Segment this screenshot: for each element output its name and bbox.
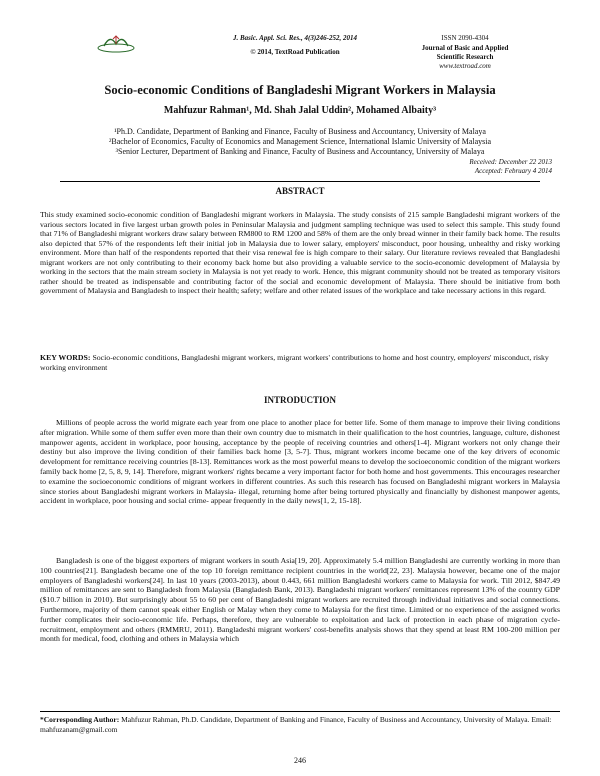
accepted-date: Accepted: February 4 2014 xyxy=(474,167,552,175)
abstract-heading: ABSTRACT xyxy=(275,186,325,196)
intro-paragraph-1: Millions of people across the world migrate each year from one place to another place for better life. Some of them manage to improve their living conditions after migration. While some of them suffer even more than their own country due to mismatch in their qualification to the host countries, language, culture, dishonest manpower agents, accident in workplace, poor housing, acceptance by the people of receiving countries and others[1-4]. Migrant workers not only change their destiny but also improve the living condition of their families back home [3, 5-7]. Thus, migrant workers income became one of the key drivers of economic development for remittance receiving countries [8-13]. Remittances work as the most powerful means to develop the socioeconomic condition of the migrant workers family back home [2, 5, 8, 9, 14]. Therefore, migrant workers' rights became a very important factor for both home and host governments. This encourages researcher to examine the socioeconomic conditions of migrant workers in different countries. As such this research has focused on Bangladeshi migrant workers in Malaysia since stories about Bangladeshi migrant workers in Malaysia- illegal, returning home after being tortured physically and financially by dishonest manpower agents, accident in workplace, poor housing and social crime- appear frequently in the daily news[1, 2, 15-18]. xyxy=(40,418,560,506)
keywords-block xyxy=(40,353,560,372)
received-date: Received: December 22 2013 xyxy=(469,158,552,166)
copyright-line: © 2014, TextRoad Publication xyxy=(250,48,340,56)
issn: ISSN 2090-4304 xyxy=(441,34,489,42)
abstract-rule-top xyxy=(60,181,540,182)
keywords-label: KEY WORDS: xyxy=(40,353,91,362)
publisher-logo xyxy=(96,30,136,56)
journal-website[interactable]: www.textroad.com xyxy=(439,62,491,70)
journal-name-line2: Scientific Research xyxy=(436,53,494,61)
footnote-rule xyxy=(40,711,560,712)
affiliation-1: ¹Ph.D. Candidate, Department of Banking and Finance, Faculty of Business and Accountancy, University of Malaya xyxy=(114,127,486,136)
corresponding-author-note xyxy=(40,715,560,734)
intro-paragraph-2: Bangladesh is one of the biggest exporters of migrant workers in south Asia[19, 20]. Approximately 5.4 million Bangladeshi are currently working in more than 100 countries[21]. Bangladesh became one of the top 10 foreign remittance recipient countries in the world[22, 23]. Malaysia however, became one of the major employers of Bangladeshi workers[24]. In last 10 years (2003-2013), about 0.443, 661 million Bangladeshi workers came to Malaysia for work. Till 2012, $847.49 million of remittances are sent to Bangladesh from Malaysia (Bangladesh Bank, 2013). Bangladeshi migrant workers' remittances represent 13% of the country GDP ($10.7 billion in 2010). But surprisingly about 55 to 60 per cent of Bangladeshi migrant workers are recruited through individual initiatives and social connections. Furthermore, majority of them cannot speak either English or Malay when they come to Malaysia for the first time. Limited or no experience of the assigned works further complicates their socio-economic life. Perhaps, therefore, they are vulnerable to exploitation and lack of protection in each phase of migration cycle-recruitment, employment and others (RMMRU, 2011). Bangladeshi migrant workers' cost-benefits analysis shows that they spend at least RM 100-200 million per month for medical, food, clothing and others in Malaysia which xyxy=(40,556,560,644)
journal-name-line1: Journal of Basic and Applied xyxy=(421,44,509,52)
author-list: Mahfuzur Rahman¹, Md. Shah Jalal Uddin², Mohamed Albaity³ xyxy=(163,105,437,116)
abstract-text: This study examined socio-economic condition of Bangladeshi migrant workers in Malaysia. The study consists of 215 sample Bangladeshi migrant workers of the various sectors located in five largest urban growth poles in Peninsular Malaysia and judgment sampling technique was used to select this sample. This study found that 71% of Bangladeshi migrant workers draw salary between RM800 to RM 1200 and 58% of them are the only bread winner in their family back home. The results also depicted that 57% of the respondents left their initial job in Malaysia due to lower salary, employers' misconduct, poor housing, unhealthy and risky working environment. More than half of the respondents reported that their visa renewal fee is high compare to their salary. Our literature reviews revealed that Bangladeshi migrant workers are not only contributing to their economy back home but also providing a valuable service to the socio-economic development of Malaysia by working in the sectors that the main stream society in Malaysia is not yet ready to work. Hence, this migrant community should not be treated as temporary visitors rather should be treated as indispensable and contributing factor of the social and economic development of Malaysia. There should be initiative from both government of Malaysia and Bangladesh to inspect their health; safety; welfare and other related issues of the workplace and take necessary actions in this regard. xyxy=(40,210,560,295)
keywords-text: Socio-economic conditions, Bangladeshi migrant workers, migrant workers' contributions to home and host country, employers' misconduct, risky working environment xyxy=(40,353,549,372)
corresponding-text: Mahfuzur Rahman, Ph.D. Candidate, Department of Banking and Finance, Faculty of Business and Accountancy, University of Malaya. Email: mahfuzanam@gmail.com xyxy=(40,715,552,734)
affiliation-2: ²Bachelor of Economics, Faculty of Economics and Management Science, International Islamic University of Malaysia xyxy=(108,137,492,146)
journal-reference: J. Basic. Appl. Sci. Res., 4(3)246-252, 2014 xyxy=(233,34,357,42)
introduction-heading: INTRODUCTION xyxy=(263,395,336,405)
affiliation-3: ³Senior Lecturer, Department of Banking and Finance, Faculty of Business and Accountancy, University of Malaya xyxy=(115,147,485,156)
corresponding-label: *Corresponding Author: xyxy=(40,715,120,724)
paper-title: Socio-economic Conditions of Bangladeshi Migrant Workers in Malaysia xyxy=(104,83,496,97)
page-number: 246 xyxy=(294,756,306,765)
